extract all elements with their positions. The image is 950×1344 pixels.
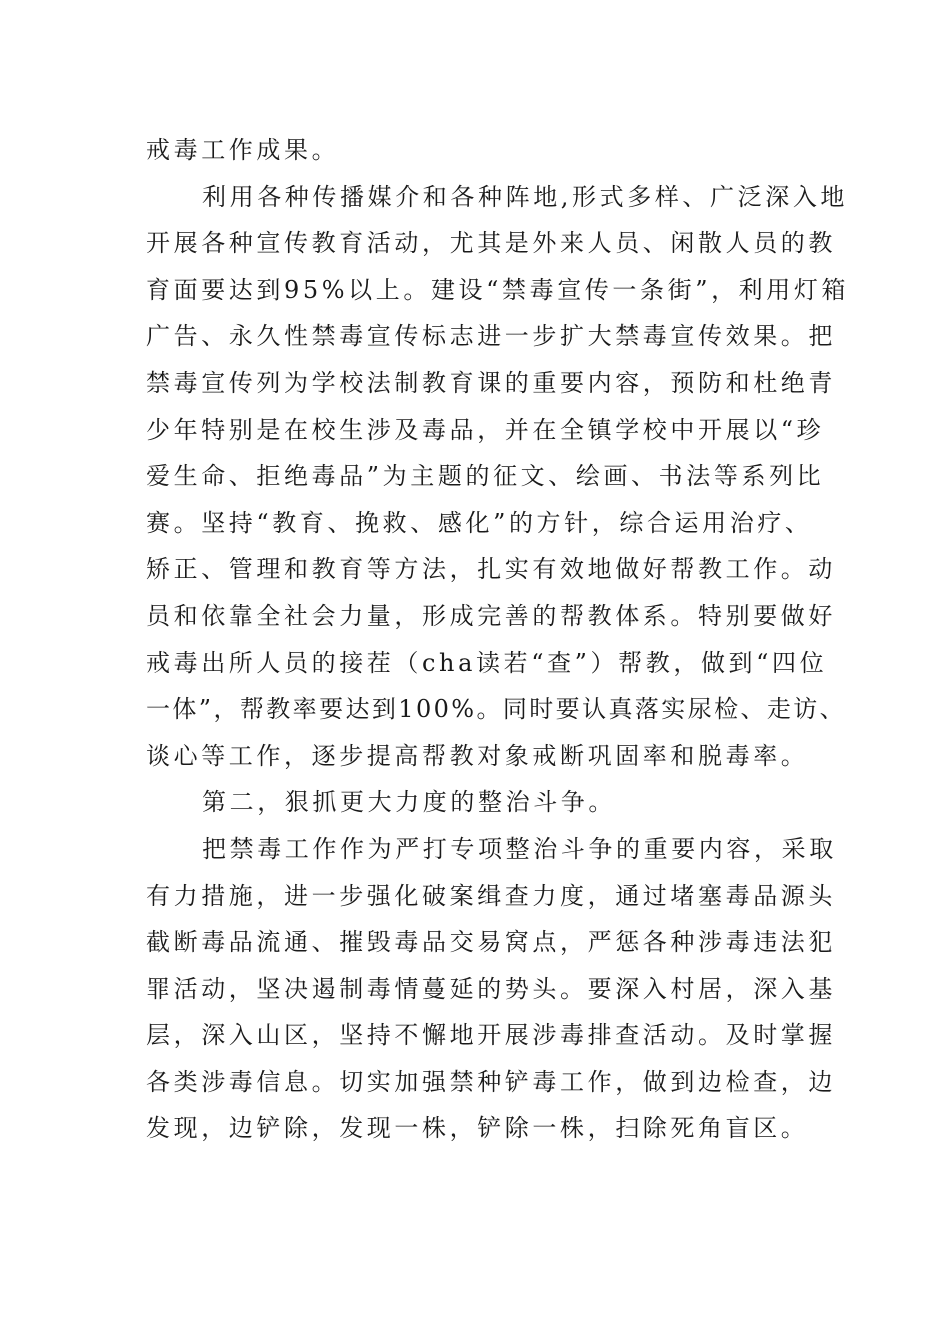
text-line: 少年特别是在校生涉及毒品，并在全镇学校中开展以“珍 bbox=[146, 415, 825, 444]
text-line: 一体”，帮教率要达到100%。同时要认真落实尿检、走访、 bbox=[146, 695, 847, 724]
text-line: 矫正、管理和教育等方法，扎实有效地做好帮教工作。动 bbox=[146, 555, 836, 584]
text-line: 发现，边铲除，发现一株，铲除一株，扫除死角盲区。 bbox=[146, 1114, 809, 1143]
text-line: 层，深入山区，坚持不懈地开展涉毒排查活动。及时掌握 bbox=[146, 1021, 836, 1050]
text-line: 育面要达到95%以上。建设“禁毒宣传一条街”，利用灯箱 bbox=[146, 275, 850, 304]
text-line: 罪活动，坚决遏制毒情蔓延的势头。要深入村居，深入基 bbox=[146, 974, 836, 1003]
text-line: 爱生命、拒绝毒品”为主题的征文、绘画、书法等系列比 bbox=[146, 462, 825, 491]
text-line: 禁毒宣传列为学校法制教育课的重要内容，预防和杜绝青 bbox=[146, 368, 836, 397]
text-line: 开展各种宣传教育活动，尤其是外来人员、闲散人员的教 bbox=[146, 229, 836, 258]
text-line: 谈心等工作，逐步提高帮教对象戒断巩固率和脱毒率。 bbox=[146, 741, 809, 770]
text-line: 戒毒出所人员的接茬（cha读若“查”）帮教，做到“四位 bbox=[146, 648, 828, 677]
paragraph-start-line: 把禁毒工作作为严打专项整治斗争的重要内容，采取 bbox=[202, 834, 837, 863]
text-line: 有力措施，进一步强化破案缉查力度，通过堵塞毒品源头 bbox=[146, 881, 836, 910]
text-line: 戒毒工作成果。 bbox=[146, 136, 340, 164]
body-text bbox=[146, 127, 850, 1152]
text-line: 员和依靠全社会力量，形成完善的帮教体系。特别要做好 bbox=[146, 601, 836, 630]
paragraph-start-line: 利用各种传播媒介和各种阵地,形式多样、广泛深入地 bbox=[202, 182, 849, 211]
text-line: 广告、永久性禁毒宣传标志进一步扩大禁毒宣传效果。把 bbox=[146, 322, 836, 351]
section-heading-line: 第二，狠抓更大力度的整治斗争。 bbox=[202, 788, 616, 817]
text-line: 各类涉毒信息。切实加强禁种铲毒工作，做到边检查，边 bbox=[146, 1067, 836, 1096]
text-line: 截断毒品流通、摧毁毒品交易窝点，严惩各种涉毒违法犯 bbox=[146, 928, 836, 957]
text-line: 赛。坚持“教育、挽救、感化”的方针，综合运用治疗、 bbox=[146, 508, 813, 537]
